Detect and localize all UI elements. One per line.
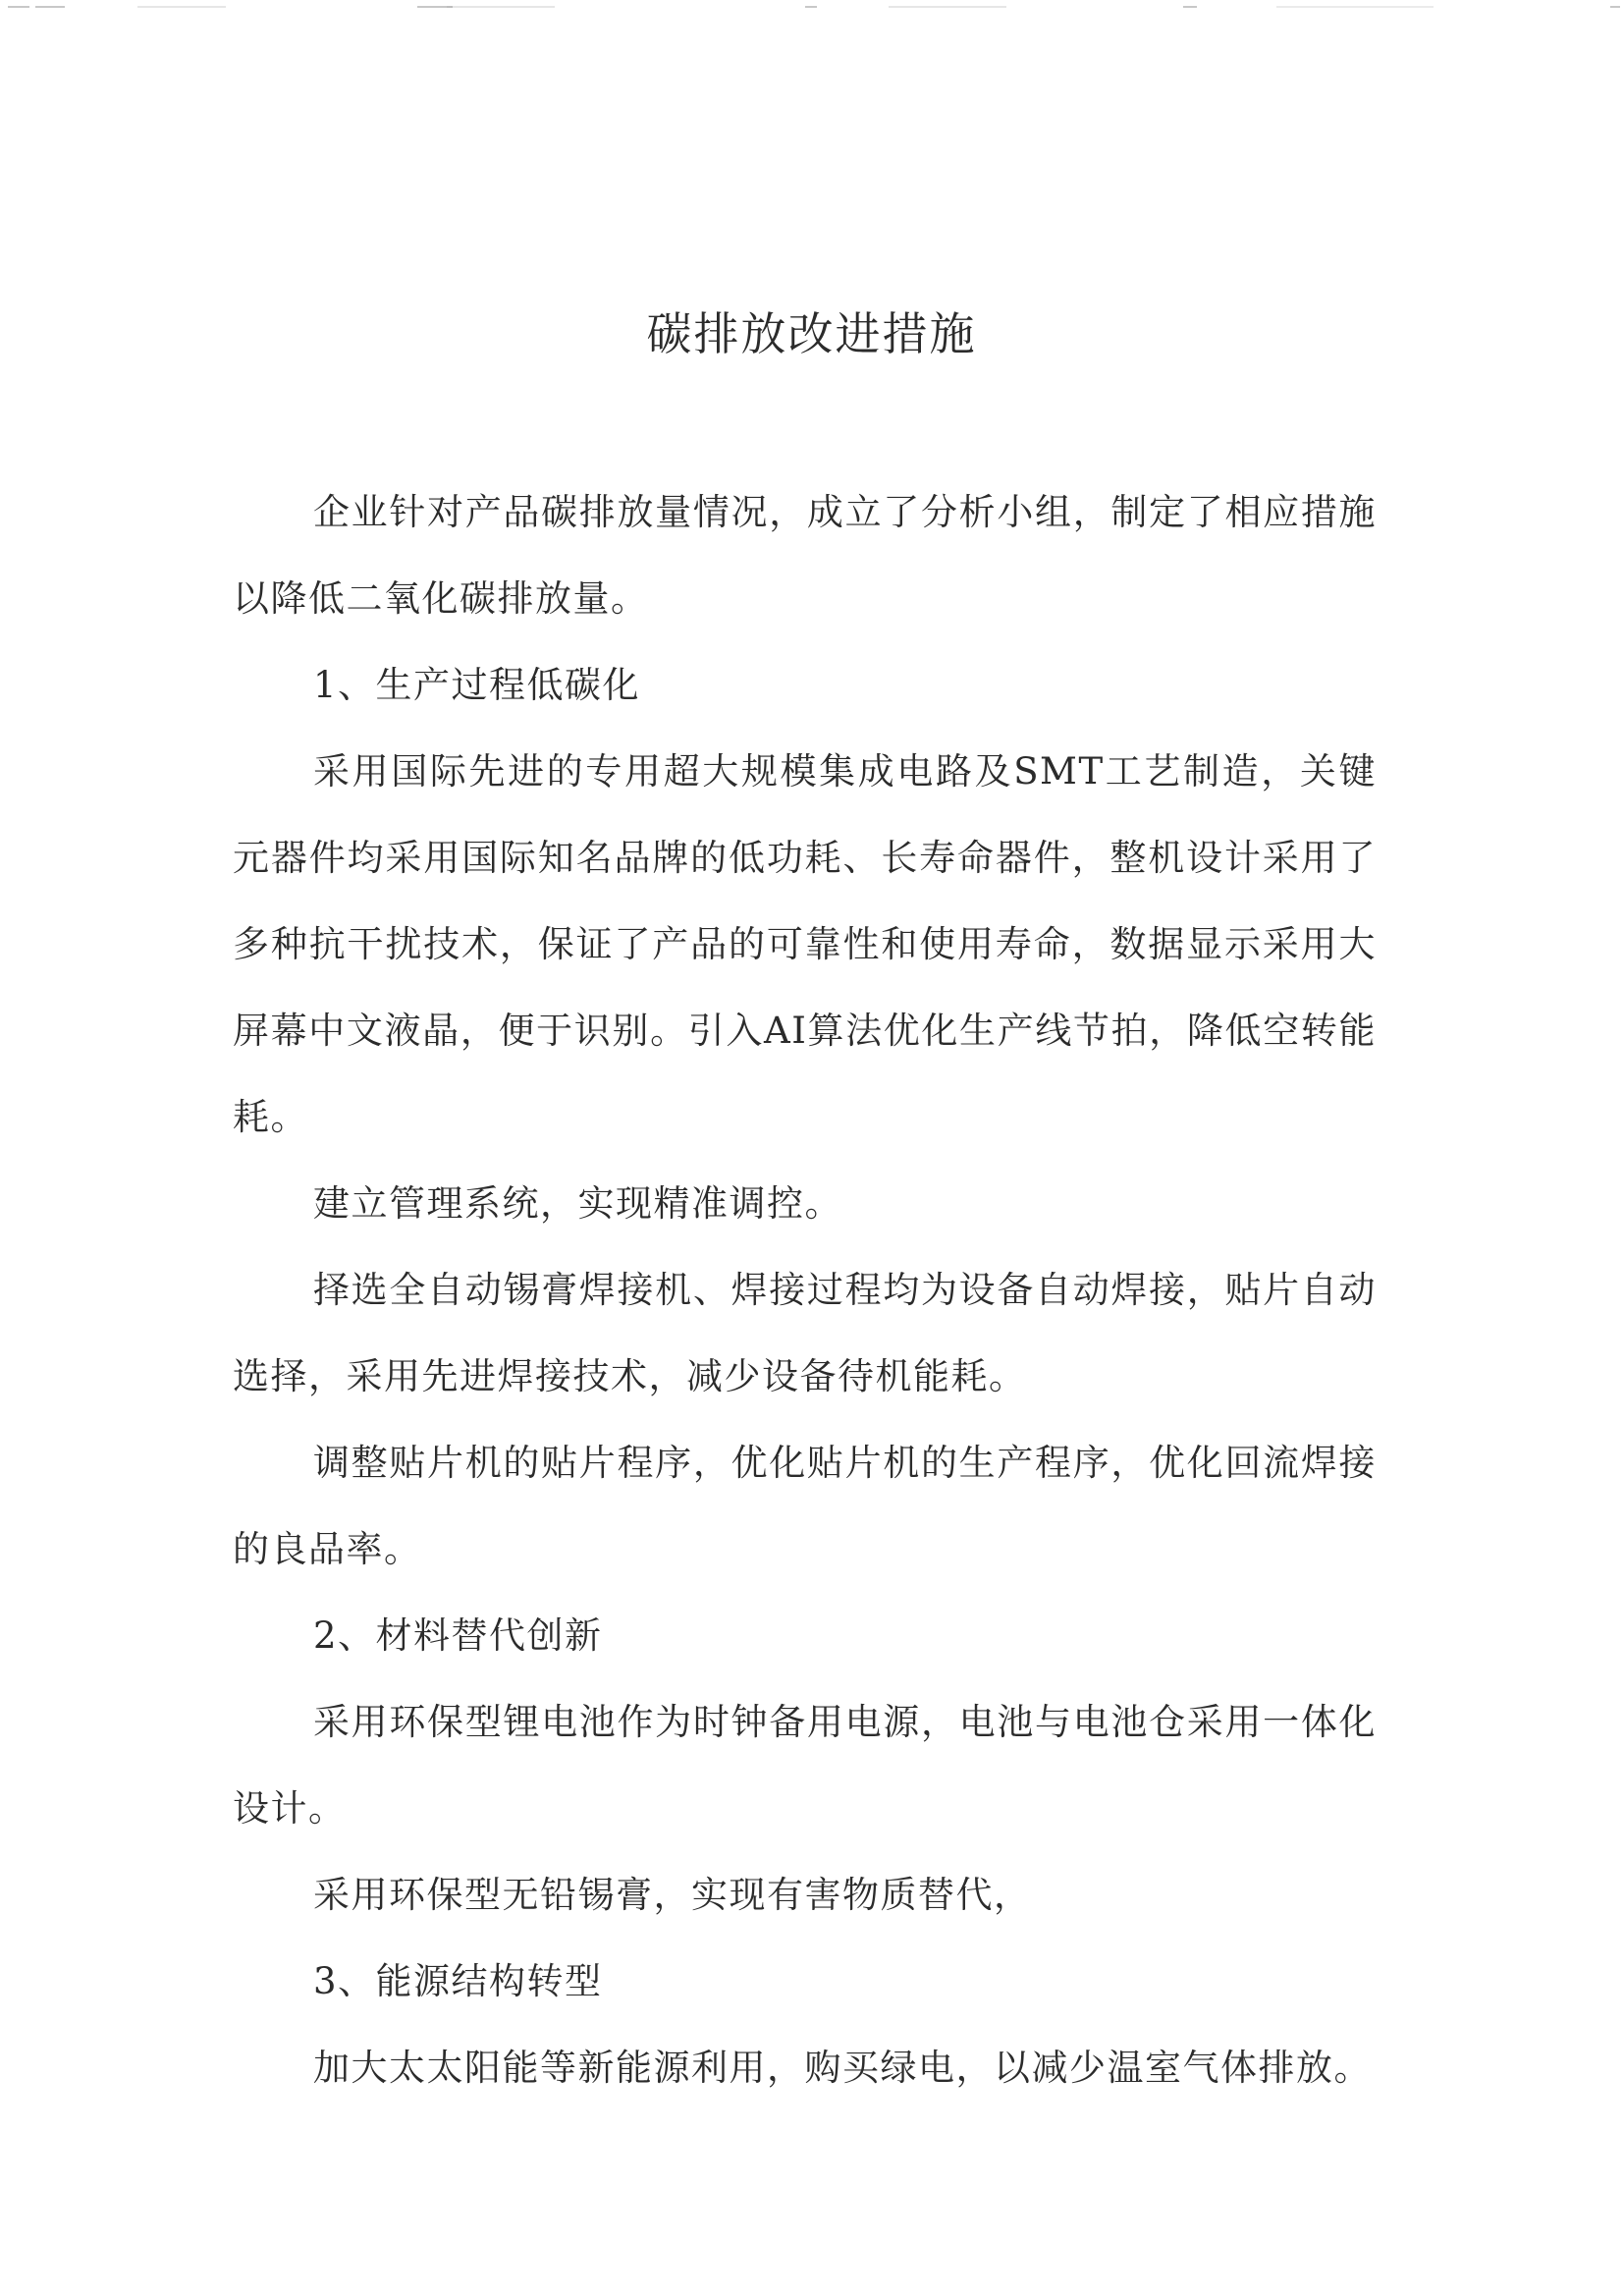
paragraph-renewable-energy: 加大太太阳能等新能源利用，购买绿电，以减少温室气体排放。 [313, 2047, 1372, 2089]
paragraph-placement-machine: 调整贴片机的贴片程序，优化贴片机的生产程序，优化回流焊接的良品率。 [233, 1442, 1377, 1570]
paragraph-lead-free-solder: 采用环保型无铅锡膏，实现有害物质替代， [313, 1874, 1032, 1916]
paragraph-intro: 企业针对产品碳排放量情况，成立了分析小组，制定了相应措施以降低二氧化碳排放量。 [233, 491, 1377, 620]
paragraph-soldering: 择选全自动锡膏焊接机、焊接过程均为设备自动焊接，贴片自动选择，采用先进焊接技术，减少设备待机能耗。 [233, 1269, 1377, 1397]
heading-production-low-carbon: 1、生产过程低碳化 [313, 664, 641, 706]
paragraph-production-tech: 采用国际先进的专用超大规模集成电路及SMT工艺制造，关键元器件均采用国际知名品牌的低功耗、长寿命器件，整机设计采用了多种抗干扰技术，保证了产品的可靠性和使用寿命，数据显示采用大屏幕中文液晶，便于识别。引入AI算法优化生产线节拍，降低空转能耗。 [233, 750, 1377, 1138]
document-title: 碳排放改进措施 [646, 307, 977, 360]
document-body [233, 469, 1377, 2111]
heading-energy-transition: 3、能源结构转型 [313, 1960, 603, 2002]
heading-material-substitution: 2、材料替代创新 [313, 1614, 603, 1657]
paragraph-management-system: 建立管理系统，实现精准调控。 [313, 1182, 842, 1225]
paragraph-lithium-battery: 采用环保型锂电池作为时钟备用电源，电池与电池仓采用一体化设计。 [233, 1701, 1377, 1830]
